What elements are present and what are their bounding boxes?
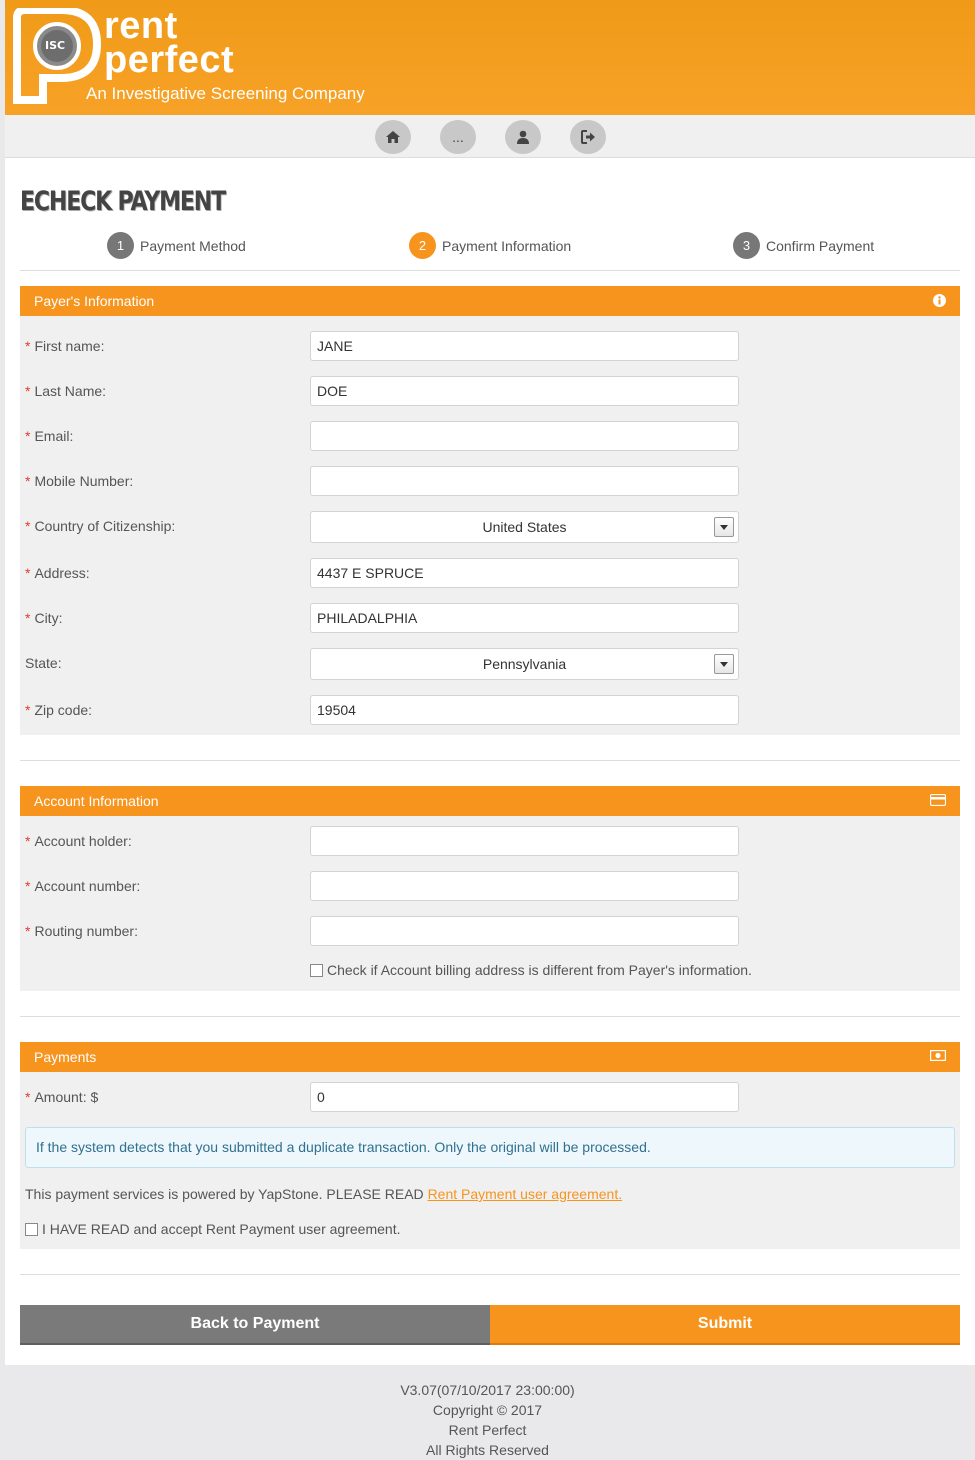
city-input[interactable]: PHILADALPHIA <box>310 603 739 633</box>
logo-letters: ISC <box>45 39 66 52</box>
action-buttons <box>20 1305 960 1345</box>
account-information-panel <box>20 786 960 991</box>
step-payment-method <box>107 232 246 259</box>
field-label: * Account holder: <box>25 833 132 849</box>
money-icon <box>930 1050 946 1061</box>
account-holder-row <box>20 826 960 856</box>
payer-information-panel <box>20 286 960 735</box>
accept-agreement-option <box>25 1221 400 1237</box>
field-label: * Country of Citizenship: <box>25 518 176 534</box>
step-label: Payment Information <box>442 237 572 254</box>
ellipsis-icon: ... <box>452 129 464 145</box>
submit-button[interactable]: Submit <box>490 1305 960 1345</box>
accept-agreement-checkbox[interactable] <box>25 1223 38 1236</box>
company-name: Rent Perfect <box>448 1422 527 1438</box>
home-button[interactable] <box>375 120 411 154</box>
country-select[interactable] <box>310 511 739 543</box>
zip-row <box>20 695 960 725</box>
back-to-payment-button[interactable]: Back to Payment <box>20 1305 490 1345</box>
state-select[interactable] <box>310 648 739 680</box>
brand-name-line1: rent <box>104 5 178 47</box>
field-label: * First name: <box>25 338 105 354</box>
field-label: * Mobile Number: <box>25 473 134 489</box>
amount-row <box>20 1082 960 1112</box>
last-name-row <box>20 376 960 406</box>
city-row <box>20 603 960 633</box>
logout-button[interactable] <box>570 120 606 154</box>
field-label: * Account number: <box>25 878 141 894</box>
user-agreement-link[interactable]: Rent Payment user agreement. <box>427 1186 623 1202</box>
address-input[interactable]: 4437 E SPRUCE <box>310 558 739 588</box>
billing-address-checkbox[interactable] <box>310 964 323 977</box>
powered-by-label: This payment services is powered by YapStone. PLEASE READ <box>25 1186 428 1202</box>
panel-header <box>20 1042 960 1072</box>
divider <box>20 1274 960 1275</box>
profile-button[interactable] <box>505 120 541 154</box>
select-value: United States <box>482 519 567 535</box>
account-holder-input[interactable] <box>310 826 739 856</box>
step-label: Confirm Payment <box>766 237 875 254</box>
powered-by-text <box>25 1186 622 1202</box>
user-icon <box>516 130 530 144</box>
account-number-input[interactable] <box>310 871 739 901</box>
site-footer <box>0 1380 975 1460</box>
chevron-down-icon[interactable] <box>714 517 734 537</box>
top-nav <box>5 115 975 158</box>
field-label: * City: <box>25 610 63 626</box>
account-number-row <box>20 871 960 901</box>
brand-tagline: An Investigative Screening Company <box>86 84 365 103</box>
field-label: * Amount: $ <box>25 1089 99 1105</box>
field-label: * Zip code: <box>25 702 93 718</box>
divider <box>20 270 960 271</box>
sign-out-icon <box>581 130 596 144</box>
billing-address-option <box>310 962 752 978</box>
panel-title: Payments <box>34 1049 97 1065</box>
panel-title: Payer's Information <box>34 293 155 309</box>
routing-number-input[interactable] <box>310 916 739 946</box>
site-header <box>5 0 975 115</box>
state-row <box>20 648 960 678</box>
version-text: V3.07(07/10/2017 23:00:00) <box>400 1382 575 1398</box>
country-row <box>20 511 960 541</box>
zip-code-input[interactable]: 19504 <box>310 695 739 725</box>
accept-agreement-label: I HAVE READ and accept Rent Payment user agreement. <box>42 1221 401 1237</box>
info-icon[interactable] <box>933 294 946 307</box>
address-row <box>20 558 960 588</box>
field-label: * Routing number: <box>25 923 138 939</box>
panel-header <box>20 286 960 316</box>
brand-name-line2: perfect <box>104 39 235 81</box>
page-title: ECHECK PAYMENT <box>20 186 225 217</box>
select-value: Pennsylvania <box>482 656 567 672</box>
last-name-input[interactable]: DOE <box>310 376 739 406</box>
mobile-row <box>20 466 960 496</box>
panel-title: Account Information <box>34 793 159 809</box>
email-input[interactable] <box>310 421 739 451</box>
panel-header <box>20 786 960 816</box>
more-button[interactable] <box>440 120 476 154</box>
step-label: Payment Method <box>140 237 246 254</box>
step-payment-information <box>409 232 571 259</box>
first-name-input[interactable]: JANE <box>310 331 739 361</box>
rights-text: All Rights Reserved <box>426 1442 549 1458</box>
field-label: State: <box>25 655 62 671</box>
routing-number-row <box>20 916 960 946</box>
divider <box>20 760 960 761</box>
credit-card-icon <box>930 794 946 806</box>
step-number: 2 <box>409 232 436 259</box>
field-label: * Email: <box>25 428 74 444</box>
mobile-number-input[interactable] <box>310 466 739 496</box>
amount-input[interactable]: 0 <box>310 1082 739 1112</box>
home-icon <box>385 130 401 144</box>
payments-panel <box>20 1042 960 1249</box>
step-confirm-payment <box>733 232 874 259</box>
email-row <box>20 421 960 451</box>
step-number: 3 <box>733 232 760 259</box>
billing-address-label: Check if Account billing address is different from Payer's information. <box>327 962 752 978</box>
duplicate-transaction-notice: If the system detects that you submitted a duplicate transaction. Only the original will be processed. <box>25 1127 955 1168</box>
field-label: * Last Name: <box>25 383 107 399</box>
step-number: 1 <box>107 232 134 259</box>
field-label: * Address: <box>25 565 90 581</box>
first-name-row <box>20 331 960 361</box>
copyright-text: Copyright © 2017 <box>432 1402 543 1418</box>
divider <box>20 1016 960 1017</box>
main-content <box>5 158 975 1365</box>
chevron-down-icon[interactable] <box>714 654 734 674</box>
